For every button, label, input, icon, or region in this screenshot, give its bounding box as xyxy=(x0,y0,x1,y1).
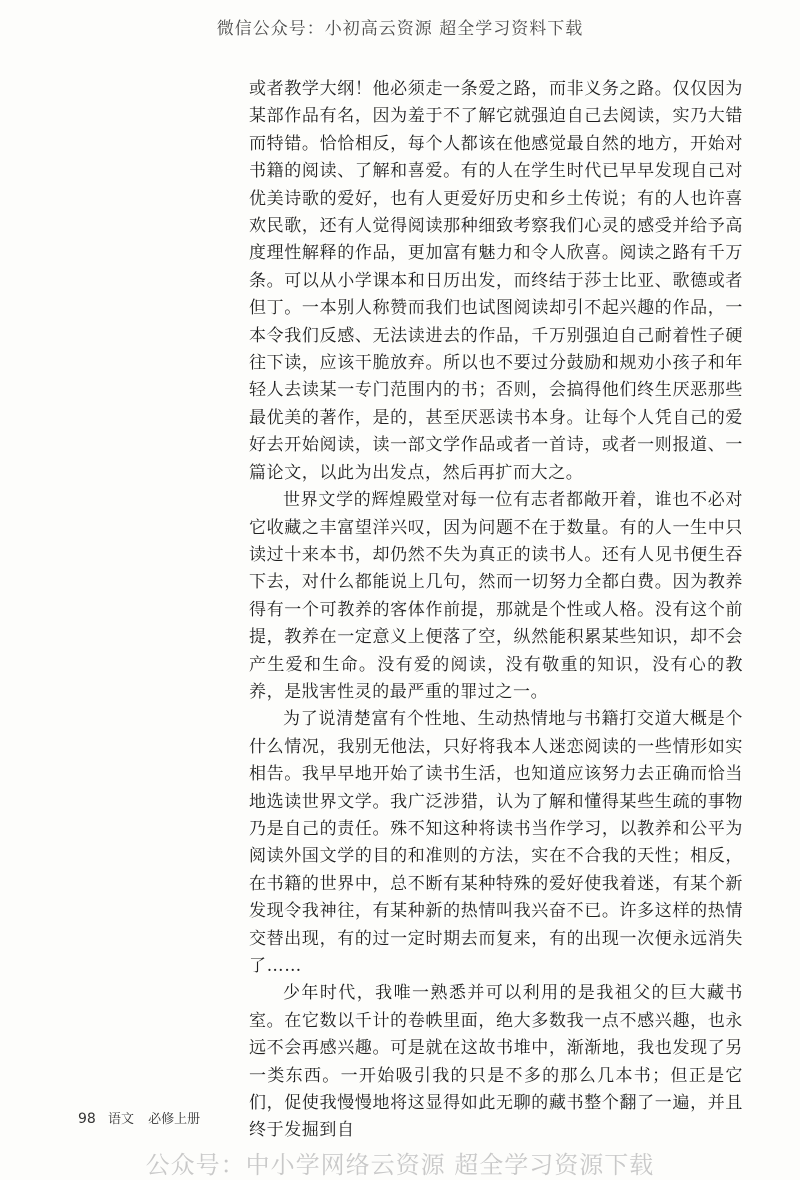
page-footer xyxy=(78,1108,200,1127)
article-body xyxy=(249,76,743,1145)
book-title: 语文 xyxy=(107,1112,134,1127)
paragraph-1: 或者教学大纲！他必须走一条爱之路，而非义务之路。仅仅因为某部作品有名，因为羞于不了解它就强迫自己去阅读，实乃大错而特错。恰恰相反，每个人都该在他感觉最自然的地方，开始对书籍的阅读、了解和喜爱。有的人在学生时代已早早发现自己对优美诗歌的爱好，也有人更爱好历史和乡土传说；有的人也许喜欢民歌，还有人觉得阅读那种细致考察我们心灵的感受并给予高度理性解释的作品，更加富有魅力和令人欣喜。阅读之路有千万条。可以从小学课本和日历出发，而终结于莎士比亚、歌德或者但丁。一本别人称赞而我们也试图阅读却引不起兴趣的作品，一本令我们反感、无法读进去的作品，千万别强迫自己耐着性子硬往下读，应该干脆放弃。所以也不要过分鼓励和规劝小孩子和年轻人去读某一专门范围内的书；否则，会搞得他们终生厌恶那些最优美的著作，是的，甚至厌恶读书本身。让每个人凭自己的爱好去开始阅读，读一部文学作品或者一首诗，或者一则报道、一篇论文，以此为出发点，然后再扩而大之。 xyxy=(249,79,743,483)
book-volume: 必修上册 xyxy=(148,1112,201,1127)
paragraph-3: 为了说清楚富有个性地、生动热情地与书籍打交道大概是个什么情况，我别无他法，只好将我本人迷恋阅读的一些情形如实相告。我早早地开始了读书生活，也知道应该努力去正确而恰当地选读世界文学。我广泛涉猎，认为了解和懂得某些生疏的事物乃是自己的责任。殊不知这种将读书当作学习，以教养和公平为阅读外国文学的目的和准则的方法，实在不合我的天性；相反，在书籍的世界中，总不断有某种特殊的爱好使我着迷，有某个新发现令我神往，有某种新的热情叫我兴奋不已。许多这样的热情交替出现，有的过一定时期去而复来，有的出现一次便永远消失了…… xyxy=(249,709,743,976)
top-watermark: 微信公众号：小初高云资源 超全学习资料下载 xyxy=(216,19,584,39)
bottom-watermark: 公众号：中小学网络云资源 超全学习资源下载 xyxy=(145,1151,655,1179)
page-number: 98 xyxy=(78,1111,96,1127)
paragraph-4: 少年时代，我唯一熟悉并可以利用的是我祖父的巨大藏书室。在它数以千计的卷帙里面，绝大多数我一点不感兴趣，也永远不会再感兴趣。可是就在这故书堆中，渐渐地，我也发现了另一类东西。一开始吸引我的只是不多的那么几本书；但正是它们，促使我慢慢地将这显得如此无聊的藏书整个翻了一遍，并且终于发掘到自 xyxy=(249,983,743,1141)
paragraph-2: 世界文学的辉煌殿堂对每一位有志者都敞开着，谁也不必对它收藏之丰富望洋兴叹，因为问题不在于数量。有的人一生中只读过十来本书，却仍然不失为真正的读书人。还有人见书便生吞下去，对什么都能说上几句，然而一切努力全都白费。因为教养得有一个可教养的客体作前提，那就是个性或人格。没有这个前提，教养在一定意义上便落了空，纵然能积累某些知识，却不会产生爱和生命。没有爱的阅读，没有敬重的知识，没有心的教养，是戕害性灵的最严重的罪过之一。 xyxy=(249,490,743,702)
